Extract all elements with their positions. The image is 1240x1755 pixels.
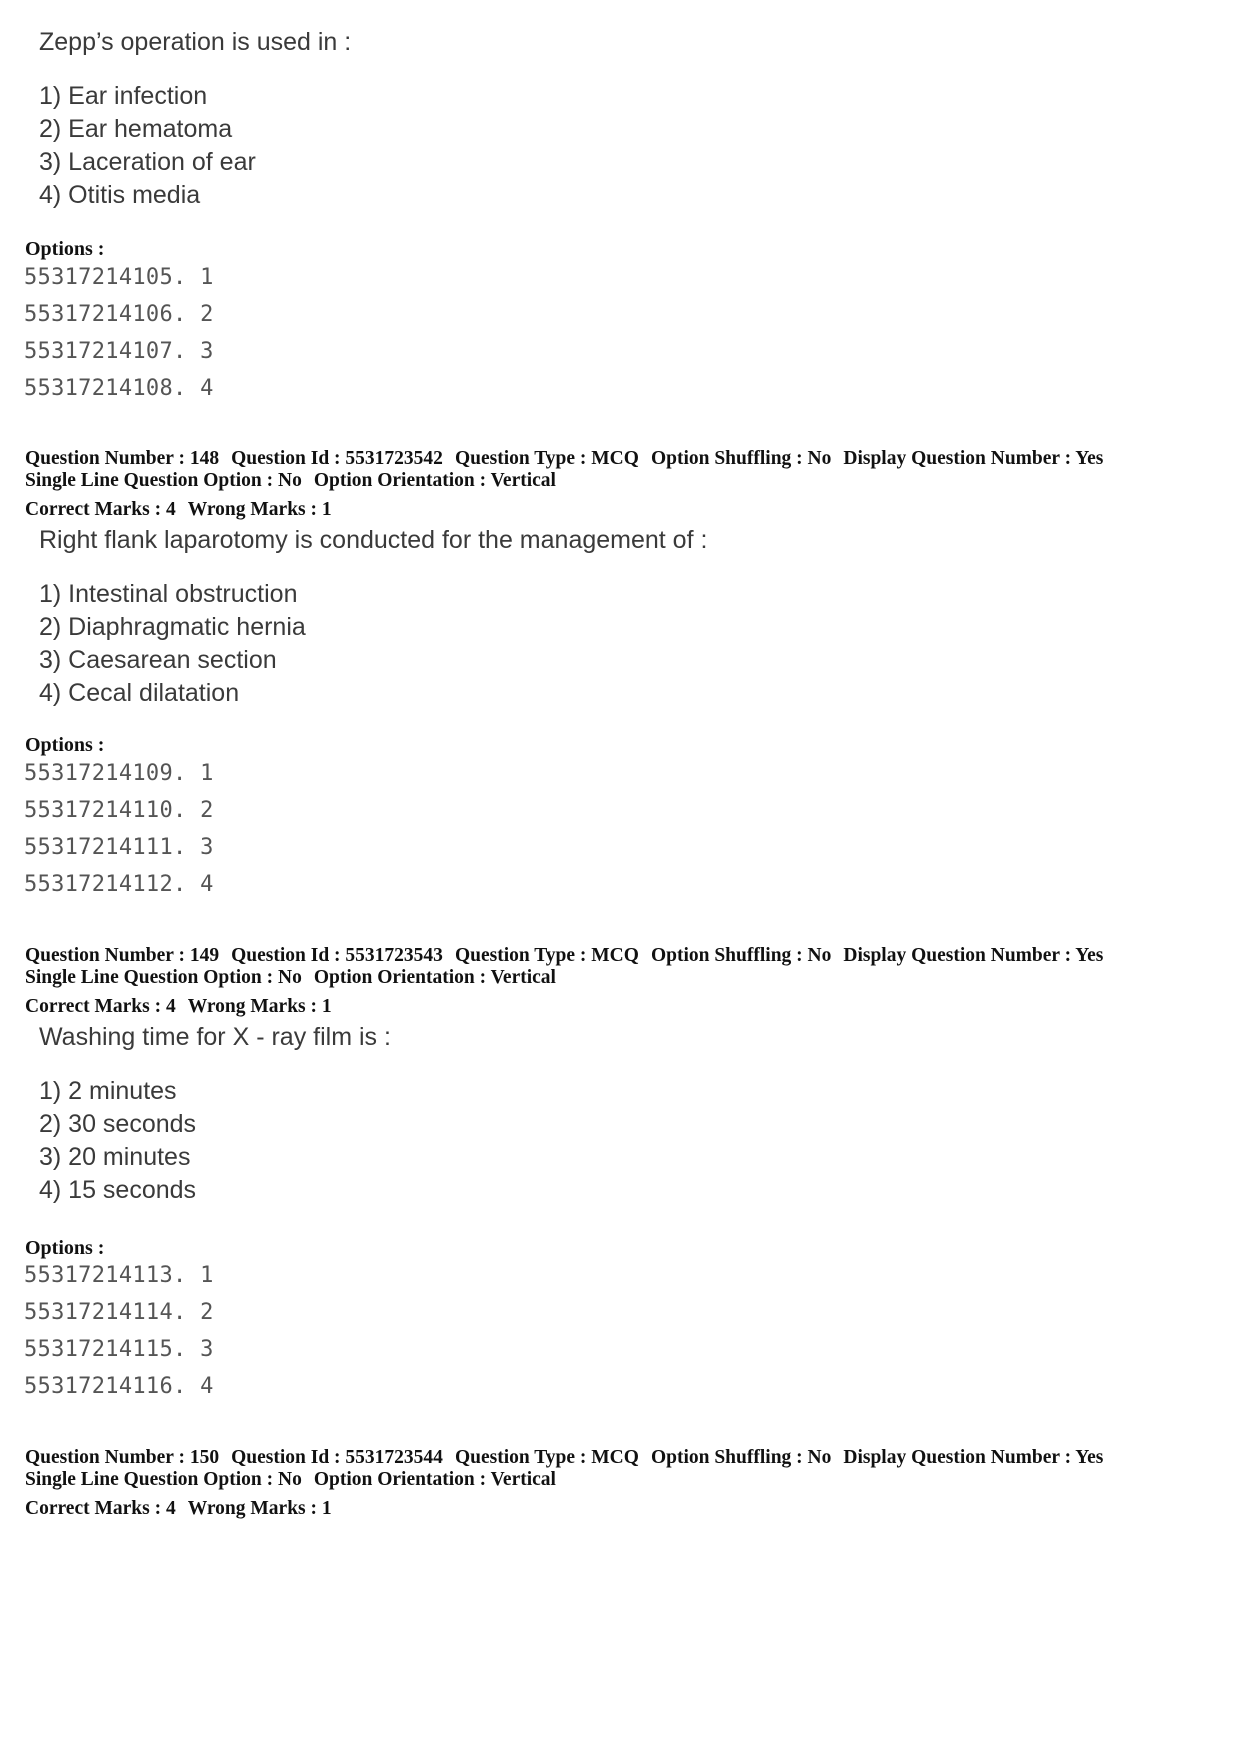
question-148-display-number: Display Question Number : Yes: [843, 448, 1104, 469]
question-147-options-label: Options :: [25, 238, 105, 260]
question-149-marks: [25, 996, 332, 1017]
question-149-type: Question Type : MCQ: [454, 945, 639, 966]
question-149-number: Question Number : 149: [25, 945, 220, 966]
question-149-orientation: Option Orientation : Vertical: [313, 967, 556, 988]
question-148-option-3: 55317214111. 3: [24, 835, 214, 860]
question-150-correct-marks: Correct Marks : 4: [25, 1498, 176, 1519]
question-148-choice-3: 3) Caesarean section: [39, 646, 277, 674]
question-150-orientation: Option Orientation : Vertical: [313, 1469, 556, 1490]
question-148-choice-2: 2) Diaphragmatic hernia: [39, 613, 306, 641]
question-148-choice-1: 1) Intestinal obstruction: [39, 580, 298, 608]
question-150-number: Question Number : 150: [25, 1447, 220, 1468]
question-150-marks: [25, 1498, 332, 1519]
question-150-meta-line-1: [25, 1447, 1103, 1468]
question-149-option-3: 55317214115. 3: [24, 1337, 214, 1362]
question-147-option-4: 55317214108. 4: [24, 376, 214, 401]
question-148-choice-4: 4) Cecal dilatation: [39, 679, 240, 707]
question-147-option-3: 55317214107. 3: [24, 339, 214, 364]
question-149-option-4: 55317214116. 4: [24, 1374, 214, 1399]
question-149-meta-line-1: [25, 945, 1103, 966]
question-148-options-label: Options :: [25, 734, 105, 756]
question-148-number: Question Number : 148: [25, 448, 220, 469]
question-147-option-1: 55317214105. 1: [24, 265, 214, 290]
question-148-option-2: 55317214110. 2: [24, 798, 214, 823]
question-149-shuffling: Option Shuffling : No: [650, 945, 832, 966]
question-149-meta-line-2: [25, 967, 556, 988]
question-149-option-2: 55317214114. 2: [24, 1300, 214, 1325]
question-148-meta-line-2: [25, 470, 556, 491]
question-148-orientation: Option Orientation : Vertical: [313, 470, 556, 491]
question-149-choice-4: 4) 15 seconds: [39, 1176, 197, 1204]
question-149-single-line: Single Line Question Option : No: [25, 967, 302, 988]
question-148-type: Question Type : MCQ: [454, 448, 639, 469]
question-149-option-1: 55317214113. 1: [24, 1263, 214, 1288]
question-150-id: Question Id : 5531723544: [231, 1447, 443, 1468]
question-148-option-4: 55317214112. 4: [24, 872, 214, 897]
question-149-correct-marks: Correct Marks : 4: [25, 996, 176, 1017]
question-150-type: Question Type : MCQ: [454, 1447, 639, 1468]
question-149-options-label: Options :: [25, 1237, 105, 1259]
question-149-id: Question Id : 5531723543: [231, 945, 443, 966]
question-148-meta-line-1: [25, 448, 1103, 469]
question-149-choice-1: 1) 2 minutes: [39, 1077, 177, 1105]
question-148-option-1: 55317214109. 1: [24, 761, 214, 786]
question-147-choice-4: 4) Otitis media: [39, 181, 201, 209]
question-148-wrong-marks: Wrong Marks : 1: [187, 499, 332, 520]
question-148-text: Right flank laparotomy is conducted for the management of :: [39, 526, 708, 554]
question-150-single-line: Single Line Question Option : No: [25, 1469, 302, 1490]
question-150-meta-line-2: [25, 1469, 556, 1490]
question-148-correct-marks: Correct Marks : 4: [25, 499, 176, 520]
question-148-marks: [25, 499, 332, 520]
question-148-shuffling: Option Shuffling : No: [650, 448, 832, 469]
question-147-choice-3: 3) Laceration of ear: [39, 148, 256, 176]
question-149-choice-2: 2) 30 seconds: [39, 1110, 197, 1138]
question-148-single-line: Single Line Question Option : No: [25, 470, 302, 491]
question-150-display-number: Display Question Number : Yes: [843, 1447, 1104, 1468]
question-148-id: Question Id : 5531723542: [231, 448, 443, 469]
question-147-choice-2: 2) Ear hematoma: [39, 115, 233, 143]
question-150-wrong-marks: Wrong Marks : 1: [187, 1498, 332, 1519]
question-149-wrong-marks: Wrong Marks : 1: [187, 996, 332, 1017]
question-149-text: Washing time for X - ray film is :: [39, 1023, 391, 1051]
question-149-choice-3: 3) 20 minutes: [39, 1143, 191, 1171]
question-147-text: Zepp’s operation is used in :: [39, 28, 352, 56]
question-149-display-number: Display Question Number : Yes: [843, 945, 1104, 966]
question-147-choice-1: 1) Ear infection: [39, 82, 208, 110]
question-147-option-2: 55317214106. 2: [24, 302, 214, 327]
question-150-shuffling: Option Shuffling : No: [650, 1447, 832, 1468]
